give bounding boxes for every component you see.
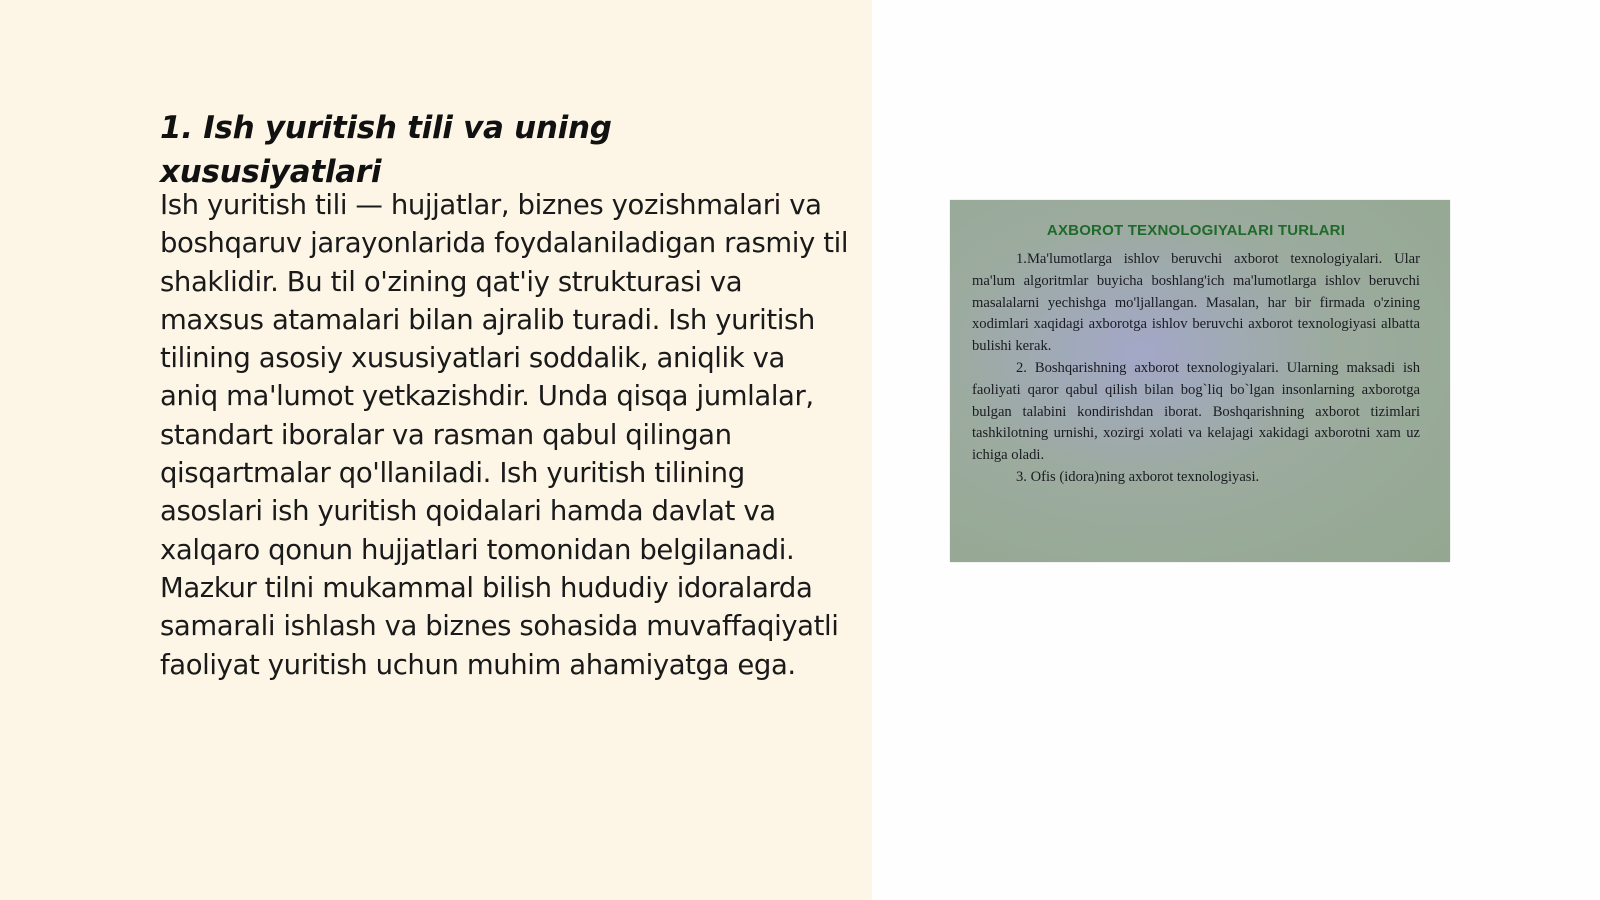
scanned-page-image: [950, 200, 1450, 562]
image-paragraph-1: 1.Ma'lumotlarga ishlov beruvchi axborot texnologiyalari. Ular ma'lum algoritmlar buyicha boshlang'ich ma'lumotlarga ishlov beruvchi masalalarni yechishga mo'ljallangan. Masalan, har bir firmada o'zining xodimlari xaqidagi axborotga ishlov beruvchi axborot texnologiyasi albatta bulishi kerak.: [972, 251, 1420, 355]
image-paragraph-3: 3. Ofis (idora)ning axborot texnologiyasi.: [1016, 468, 1260, 485]
image-heading: AXBOROT TEXNOLOGIYALARI TURLARI: [1046, 222, 1346, 239]
slide-body-text: Ish yuritish tili — hujjatlar, biznes yozishmalari va boshqaruv jarayonlarida foydalaniladigan rasmiy til shaklidir. Bu til o'zining qat'iy strukturasi va maxsus atamalari bilan ajralib turadi. Ish yuritish tilining asosiy xususiyatlari soddalik, aniqlik va aniq ma'lumot yetkazishdir. Unda qisqa jumlalar, standart iboralar va rasman qabul qilingan qisqartmalar qo'llaniladi. Ish yuritish tilining asoslari ish yuritish qoidalari hamda davlat va xalqaro qonun hujjatlari tomonidan belgilanadi. Mazkur tilni mukammal bilish hududiy idoralarda samarali ishlash va biznes sohasida muvaffaqiyatli faoliyat yuritish uchun muhim ahamiyatga ega.: [160, 189, 849, 681]
slide-title: 1. Ish yuritish tili va uning xususiyatlari: [160, 110, 612, 190]
image-paragraph-2: 2. Boshqarishning axborot texnologiyalari. Ularning maksadi ish faoliyati qaror qabul qilish bilan bog`liq bo`lgan insonlarning axborotga bulgan talabini kondirishdan iborat. Boshqarishning axborot tizimlari tashkilotning urnishi, xozirgi xolati va kelajagi xakidagi axborotni xam uz ichiga oladi.: [972, 359, 1420, 464]
